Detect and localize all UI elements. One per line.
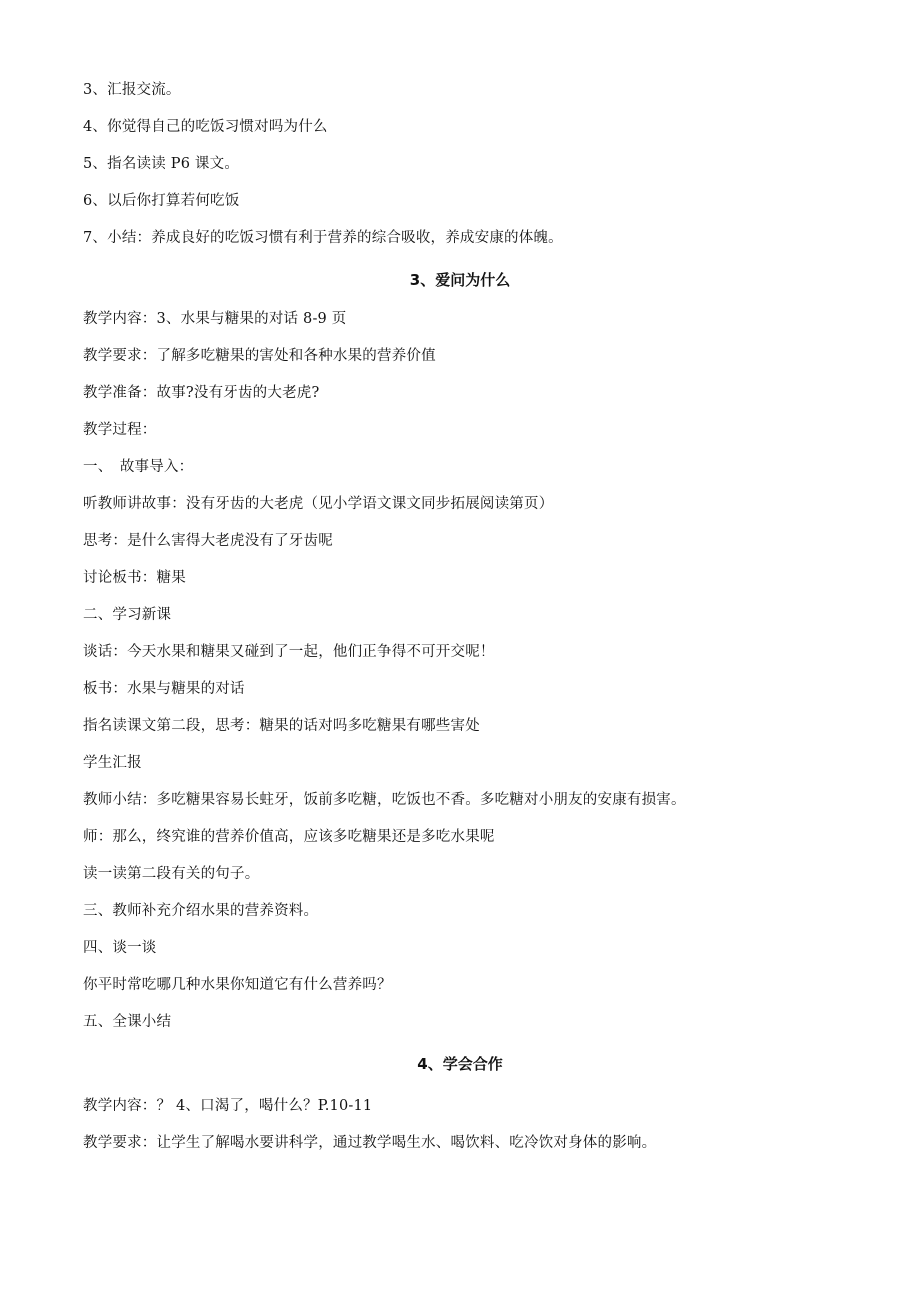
text-line: 板书：水果与糖果的对话 [83,681,245,697]
text-line: 听教师讲故事：没有牙齿的大老虎（见小学语文课文同步拓展阅读第页） [83,496,554,512]
text-line: 五、全课小结 [83,1014,172,1030]
text-line: 5、指名读读 P6 课文。 [83,156,240,172]
text-line: 4、你觉得自己的吃饭习惯对吗为什么 [83,119,328,135]
text-line: 指名读课文第二段，思考：糖果的话对吗多吃糖果有哪些害处 [83,718,480,734]
text-line: 教学过程： [83,422,157,438]
text-line: 思考：是什么害得大老虎没有了牙齿呢 [83,533,333,549]
text-line: 教师小结：多吃糖果容易长蛀牙，饭前多吃糖，吃饭也不香。多吃糖对小朋友的安康有损害。 [83,792,686,808]
text-line: 谈话：今天水果和糖果又碰到了一起，他们正争得不可开交呢！ [83,644,495,660]
section-heading: 4、学会合作 [417,1055,503,1073]
text-line: 7、小结：养成良好的吃饭习惯有利于营养的综合吸收，养成安康的体魄。 [83,230,563,246]
text-line: 一、 故事导入： [83,459,194,475]
text-line: 师：那么，终究谁的营养价值高，应该多吃糖果还是多吃水果呢 [83,829,495,845]
text-line: 二、学习新课 [83,607,172,623]
text-line: 三、教师补充介绍水果的营养资料。 [83,903,319,919]
text-line: 四、谈一谈 [83,940,157,956]
text-line: 你平时常吃哪几种水果你知道它有什么营养吗？ [83,977,392,993]
text-line: 教学要求：让学生了解喝水要讲科学，通过教学喝生水、喝饮料、吃冷饮对身体的影响。 [83,1135,657,1151]
text-line: 教学准备：故事?没有牙齿的大老虎? [83,385,320,401]
text-line: 教学内容：3、水果与糖果的对话 8-9 页 [83,311,347,327]
text-line: 教学内容：？ 4、口渴了，喝什么？P.10-11 [83,1098,373,1114]
text-line: 6、以后你打算若何吃饭 [83,193,240,209]
text-line: 3、汇报交流。 [83,82,181,98]
text-line: 讨论板书：糖果 [83,570,186,586]
section-heading: 3、爱问为什么 [409,271,511,289]
text-line: 教学要求：了解多吃糖果的害处和各种水果的营养价值 [83,348,436,364]
text-line: 读一读第二段有关的句子。 [83,866,260,882]
text-line: 学生汇报 [83,755,142,771]
